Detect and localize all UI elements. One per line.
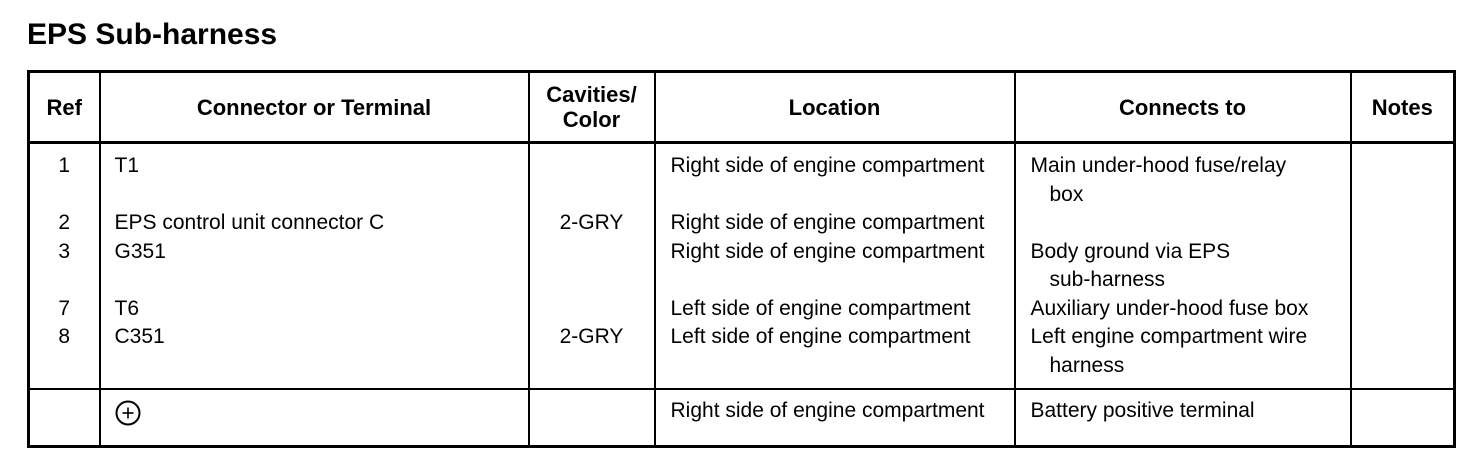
battery-notes-cell [1351, 389, 1455, 447]
connector-column [100, 143, 529, 390]
page-title: EPS Sub-harness [27, 18, 278, 51]
location-column [655, 143, 1015, 390]
connects-to-value-cont: harness [1049, 353, 1125, 377]
ref-value: 8 [58, 325, 71, 348]
spacer [115, 266, 528, 295]
harness-table [27, 70, 1456, 448]
spacer [530, 266, 654, 295]
header-cavities-line1: Cavities/ [546, 82, 637, 107]
spacer [671, 181, 1014, 210]
location-value: Right side of engine compartment [670, 399, 985, 422]
connector-value: T6 [114, 296, 140, 320]
connector-value: EPS control unit connector C [114, 211, 385, 234]
spacer [30, 181, 99, 210]
connects-to-value [1031, 209, 1350, 238]
location-value: Left side of engine compartment [670, 325, 971, 348]
table-body-row [29, 143, 1455, 390]
location-value: Right side of engine compartment [670, 154, 985, 177]
battery-connects-to-cell [1015, 389, 1351, 447]
cavities-value: 2-GRY [559, 211, 624, 234]
header-notes: Notes [1351, 72, 1455, 143]
location-value: Right side of engine compartment [670, 239, 985, 263]
connects-to-column [1015, 143, 1351, 390]
spacer [115, 181, 528, 210]
connects-to-value: Auxiliary under-hood fuse box [1030, 296, 1309, 320]
location-value: Right side of engine compartment [670, 211, 985, 234]
cavities-value [530, 152, 654, 181]
header-location: Location [655, 72, 1015, 143]
battery-ref-cell [29, 389, 100, 447]
battery-cavities-cell [529, 389, 655, 447]
connects-to-value: Battery positive terminal [1030, 399, 1255, 422]
spacer [30, 266, 99, 295]
header-cavities [529, 72, 655, 143]
ref-column [29, 143, 100, 390]
connects-to-value-cont: sub-harness [1049, 268, 1166, 291]
ref-value: 7 [58, 296, 71, 320]
header-cavities-line2: Color [562, 107, 621, 132]
battery-location-cell [655, 389, 1015, 447]
cavities-value [530, 238, 654, 267]
connects-to-value: Left engine compartment wire [1030, 325, 1308, 348]
spacer [530, 181, 654, 210]
connects-to-value: Body ground via EPS [1030, 239, 1231, 263]
notes-column [1351, 143, 1455, 390]
location-value: Left side of engine compartment [670, 296, 971, 320]
connector-value: T1 [114, 154, 140, 177]
header-connector: Connector or Terminal [100, 72, 529, 143]
table-header-row [29, 72, 1455, 143]
connector-value: C351 [114, 325, 165, 348]
cavities-value [530, 295, 654, 324]
battery-connector-cell [100, 389, 529, 447]
connector-value: G351 [114, 239, 166, 263]
battery-row [29, 389, 1455, 447]
ref-value: 3 [58, 239, 71, 263]
connects-to-value: Main under-hood fuse/relay [1030, 154, 1287, 177]
header-ref: Ref [29, 72, 100, 143]
cavities-column [529, 143, 655, 390]
battery-positive-icon [115, 400, 141, 426]
cavities-value: 2-GRY [559, 325, 624, 348]
ref-value: 1 [58, 154, 71, 177]
spacer [671, 266, 1014, 295]
ref-value: 2 [58, 211, 71, 234]
connects-to-value-cont: box [1049, 182, 1084, 206]
header-connects-to: Connects to [1015, 72, 1351, 143]
